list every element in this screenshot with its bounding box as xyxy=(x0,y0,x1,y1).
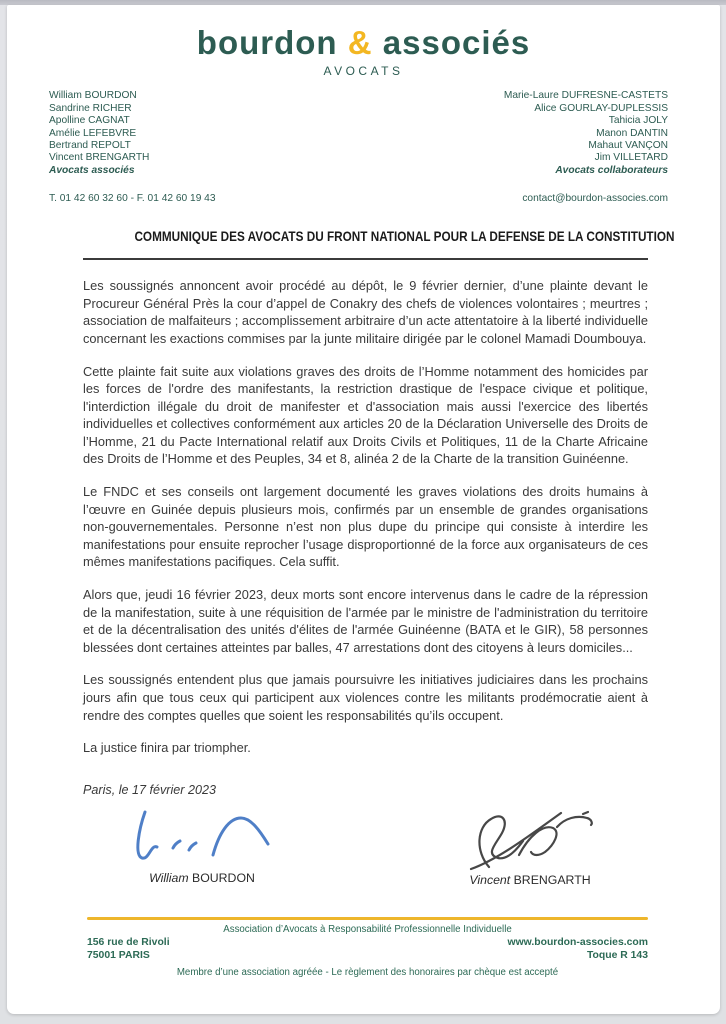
collaborator-name: Marie-Laure DUFRESNE-CASTETS xyxy=(503,90,668,102)
footer-association-line: Association d’Avocats à Responsabilité Professionnelle Individuelle xyxy=(223,923,512,935)
associates-label: Avocats associés xyxy=(49,164,135,176)
letter-page xyxy=(7,5,720,1014)
contact-row xyxy=(49,193,668,204)
collaborators-label: Avocats collaborateurs xyxy=(555,164,668,176)
collaborator-name: Mahaut VANÇON xyxy=(588,139,668,151)
document-title xyxy=(83,228,675,246)
footer-website: www.bourdon-associes.com xyxy=(507,936,648,948)
logo-part1: bourdon xyxy=(196,24,348,61)
footer-membership-line: Membre d’une association agréée - Le règlement des honoraires par chèque est accepté xyxy=(176,966,559,978)
title-underline xyxy=(83,258,648,260)
firm-subtitle: AVOCATS xyxy=(323,64,404,79)
date-place-line: Paris, le 17 février 2023 xyxy=(83,782,217,797)
signatory-last-name: BRENGARTH xyxy=(513,872,591,887)
signatory-name xyxy=(455,873,605,887)
footer-gold-rule xyxy=(87,917,648,920)
footer-address-row xyxy=(87,936,648,962)
footer-toque: Toque R 143 xyxy=(586,949,648,961)
footer-web-toque xyxy=(508,936,649,962)
paragraph: Alors que, jeudi 16 février 2023, deux morts sont encore intervenus dans le cadre de la répression de la manifestation, suite à une réquisition de l'armée par le ministre de l'administration du territoire et de la décentralisation des unités d'élites de l'armée Guinéenne (BATA et le GIR), 58 personnes blessées dont certaines atteintes par balles, 47 arrestations dont des citoyens à leurs domiciles... xyxy=(83,587,648,655)
paragraph: Le FNDC et ses conseils ont largement documenté les graves violations des droits humains à l’œuvre en Guinée depuis plusieurs mois, confirmés par un ensemble de grandes organisations non-gouvernementales. Personne n’est non plus dupe du principe qui consiste à interdire les manifestations pour ensuite reprocher l’usage disproportionné de la force aux organisateurs de ces mêmes manifestations pacifiques. Cela suffit. xyxy=(83,484,648,570)
signatory-first-name: Vincent xyxy=(469,872,511,887)
collaborator-name: Manon DANTIN xyxy=(596,127,668,139)
footer-street: 156 rue de Rivoli xyxy=(87,936,170,948)
signature-block-brengarth xyxy=(455,809,605,887)
paragraph: Les soussignés annoncent avoir procédé au dépôt, le 9 février dernier, d’une plainte devant le Procureur Général Près la cour d’appel de Conakry des chefs de violences volontaires ; meurtres ; association de malfaiteurs ; accomplissement arbitraire d’un acte attentatoire à la liberté individuelle concernant les exactions commises par la junte militaire dirigée par le colonel Mamadi Doumbouya. xyxy=(83,278,648,346)
associates-column xyxy=(49,90,149,177)
paragraph: Les soussignés entendent plus que jamais poursuivre les initiatives judiciaires dans les prochains jours afin que tous ceux qui participent aux violences contre les militants prodémocratie aient à rendre des comptes quelles que soient les responsabilités qu’ils occupent. xyxy=(83,672,648,723)
firm-logo xyxy=(7,5,720,61)
collaborator-name: Alice GOURLAY-DUPLESSIS xyxy=(534,102,668,114)
associate-name: Sandrine RICHER xyxy=(49,102,132,114)
associate-name: William BOURDON xyxy=(49,90,137,102)
paragraph: Cette plainte fait suite aux violations graves des droits de l’Homme notamment des homicides par les forces de l'ordre des manifestants, la restriction drastique de l'espace civique et politique, l'interdiction illégale du droit de manifester et d'association mais aussi l'exercice des libertés individuelles et collectives conformément aux articles 20 de la Déclaration Universelle des Droits de l’Homme, 21 du Pacte International relatif aux Droits Civils et Politiques, 11 de la Charte Africaine des Droits de l’Homme et des Peuples, 34 et 8, alinéa 2 de la Charte de la transition Guinéenne. xyxy=(83,363,648,467)
logo-part2: associés xyxy=(372,24,531,61)
signature-block-bourdon xyxy=(117,809,287,887)
associate-name: Amélie LEFEBVRE xyxy=(49,127,137,139)
letter-body xyxy=(83,277,648,757)
collaborators-column xyxy=(504,90,668,177)
associate-name: Bertrand REPOLT xyxy=(49,139,131,151)
footer-city: 75001 PARIS xyxy=(87,949,150,961)
footer-address xyxy=(87,936,170,962)
logo-ampersand: & xyxy=(347,24,373,61)
brengarth-signature-icon xyxy=(455,809,605,871)
collaborator-name: Jim VILLETARD xyxy=(594,152,668,164)
signatures-row xyxy=(117,809,605,887)
signatory-first-name: William xyxy=(149,870,189,885)
title-block xyxy=(83,228,675,260)
associate-name: Vincent BRENGARTH xyxy=(49,152,150,164)
paragraph: La justice finira par triompher. xyxy=(83,740,251,756)
letter-footer xyxy=(87,917,648,978)
email-address: contact@bourdon-associes.com xyxy=(522,193,668,205)
associate-name: Apolline CAGNAT xyxy=(49,115,130,127)
bourdon-signature-icon xyxy=(117,809,287,869)
collaborator-name: Tahicia JOLY xyxy=(608,115,668,127)
lawyers-header xyxy=(49,90,668,177)
phone-fax: T. 01 42 60 32 60 - F. 01 42 60 19 43 xyxy=(49,193,216,205)
signatory-last-name: BOURDON xyxy=(192,870,255,885)
signatory-name xyxy=(117,871,287,885)
document-title-text: COMMUNIQUE DES AVOCATS DU FRONT NATIONAL POUR LA DEFENSE DE LA CONSTITUTION xyxy=(134,228,675,245)
